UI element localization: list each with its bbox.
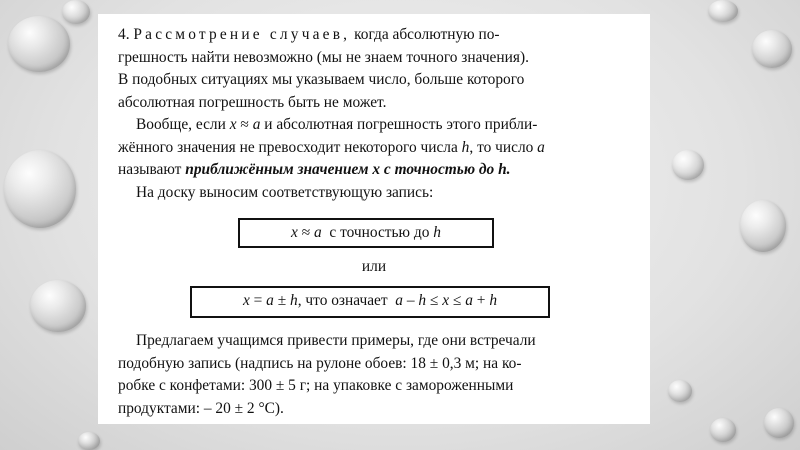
math-variable: x bbox=[442, 292, 450, 309]
math-variable: a bbox=[314, 224, 322, 241]
formula-box-interval bbox=[190, 286, 550, 318]
paragraph-text: когда абсолютную по- bbox=[354, 26, 500, 43]
math-operator: ≤ bbox=[449, 292, 466, 309]
math-variable: h bbox=[433, 224, 441, 241]
math-variable: a bbox=[252, 116, 261, 133]
math-variable: a bbox=[537, 138, 545, 156]
paragraph-line: грешность найти невозможно (мы не знаем точного значения). bbox=[118, 48, 529, 66]
paragraph-text: и абсолютная погрешность этого прибли- bbox=[260, 116, 538, 133]
paragraph-board bbox=[118, 182, 634, 205]
paragraph-definition bbox=[118, 114, 634, 182]
paragraph-text: Вообще, если bbox=[136, 116, 230, 133]
paragraph-line: абсолютная погрешность быть не может. bbox=[118, 93, 387, 111]
water-drop-icon bbox=[8, 16, 70, 72]
paragraph-line: продуктами: – 20 ± 2 °С). bbox=[118, 399, 284, 417]
paragraph-text: называют bbox=[118, 161, 186, 178]
section-heading-spaced: Рассмотрение случаев, bbox=[133, 26, 351, 43]
water-drop-icon bbox=[672, 150, 704, 180]
math-operator: = bbox=[249, 292, 267, 309]
water-drop-icon bbox=[710, 418, 736, 442]
formula-text: , что означает bbox=[297, 292, 396, 309]
math-variable: x bbox=[242, 292, 250, 309]
water-drop-icon bbox=[668, 380, 692, 402]
math-operator: ≈ bbox=[297, 224, 315, 241]
section-number: 4. bbox=[118, 26, 130, 43]
math-operator: ± bbox=[273, 292, 291, 309]
water-drop-icon bbox=[62, 0, 90, 24]
paragraph-line: Предлагаем учащимся привести примеры, где они встречали bbox=[136, 332, 536, 349]
water-drop-icon bbox=[78, 432, 100, 450]
math-variable: x bbox=[229, 116, 237, 133]
math-variable: h bbox=[489, 292, 498, 309]
math-operator: ≤ bbox=[426, 292, 443, 309]
math-variable: a bbox=[266, 292, 274, 309]
water-drop-icon bbox=[30, 280, 86, 332]
water-drop-icon bbox=[708, 0, 738, 22]
water-drop-icon bbox=[4, 150, 76, 228]
or-label: или bbox=[361, 258, 387, 275]
math-variable: a bbox=[465, 292, 473, 309]
water-drop-icon bbox=[752, 30, 792, 68]
math-operator: + bbox=[472, 292, 490, 309]
paragraph-line: робке с конфетами: 300 ± 5 г; на упаковке с замороженными bbox=[118, 377, 514, 394]
paragraph-line: В подобных ситуациях мы указываем число, больше которого bbox=[118, 71, 525, 88]
math-variable: h bbox=[461, 138, 470, 156]
water-drop-icon bbox=[764, 408, 794, 438]
paragraph-text: жённого значения не превосходит некоторого числа bbox=[118, 138, 462, 156]
math-variable: h bbox=[418, 292, 427, 309]
water-drop-icon bbox=[740, 200, 786, 252]
formula-box-approx bbox=[238, 218, 494, 248]
paragraph-line: На доску выносим соответствующую запись: bbox=[136, 184, 434, 201]
document-page bbox=[98, 14, 650, 424]
paragraph-cases bbox=[118, 24, 634, 114]
math-operator: – bbox=[403, 292, 419, 309]
formula-text: с точностью до bbox=[321, 224, 434, 241]
paragraph-line: подобную запись (надпись на рулоне обоев: 18 ± 0,3 м; на ко- bbox=[118, 354, 522, 372]
math-operator: ≈ bbox=[236, 116, 253, 133]
paragraph-text: , то число bbox=[469, 138, 538, 156]
math-variable: h bbox=[290, 292, 298, 309]
definition-term: приближённым значением x с точностью до h. bbox=[185, 161, 511, 178]
math-variable: a bbox=[395, 292, 403, 309]
paragraph-examples bbox=[118, 330, 634, 420]
math-variable: x bbox=[291, 224, 298, 241]
